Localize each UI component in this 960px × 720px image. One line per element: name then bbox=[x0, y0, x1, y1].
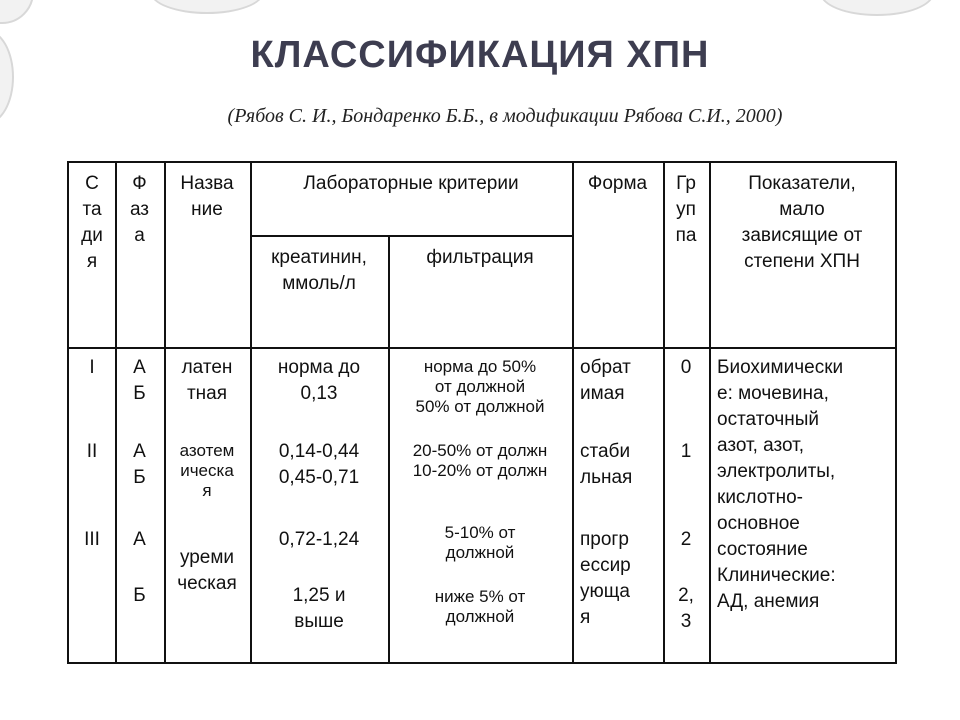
page-title: КЛАССИФИКАЦИЯ ХПН bbox=[250, 34, 710, 76]
decorative-circle bbox=[150, 0, 264, 14]
decorative-circle bbox=[0, 0, 34, 24]
phase-cell: Б bbox=[133, 585, 146, 606]
header-divider bbox=[69, 347, 895, 349]
form-cell: стаби льная bbox=[580, 441, 633, 488]
phase-cell: А Б bbox=[133, 441, 146, 488]
filtration-cell: норма до 50% от должной 50% от должной bbox=[415, 357, 545, 416]
decorative-circle bbox=[820, 0, 934, 16]
creatinine-cell: 1,25 и выше bbox=[292, 585, 346, 632]
table-divider bbox=[572, 163, 574, 662]
group-cell: 2 bbox=[680, 529, 692, 550]
header-group: Гр уп па bbox=[675, 173, 697, 246]
group-cell: 2, 3 bbox=[678, 585, 694, 632]
name-cell: уреми ческая bbox=[177, 547, 237, 594]
form-cell: прогр ессир ующа я bbox=[580, 529, 631, 628]
phase-cell: А bbox=[133, 529, 146, 550]
page-subtitle: (Рябов С. И., Бондаренко Б.Б., в модификации Рябова С.И., 2000) bbox=[227, 105, 783, 127]
stage-cell: I bbox=[89, 357, 95, 378]
name-cell: латен тная bbox=[181, 357, 233, 404]
table-divider bbox=[250, 235, 572, 237]
phase-cell: А Б bbox=[133, 357, 146, 404]
header-lab-criteria: Лабораторные критерии bbox=[303, 173, 519, 194]
header-indicators: Показатели, мало зависящие от степени ХПН bbox=[741, 173, 863, 272]
form-cell: обрат имая bbox=[580, 357, 631, 404]
header-phase: Ф аз а bbox=[129, 173, 150, 246]
stage-cell: II bbox=[86, 441, 98, 462]
creatinine-cell: норма до 0,13 bbox=[277, 357, 361, 404]
indicators-cell: Биохимически е: мочевина, остаточный азот, азот, электролиты, кислотно- основное состояние Клинические: АД, анемия bbox=[717, 357, 844, 612]
header-name: Назва ние bbox=[180, 173, 234, 220]
creatinine-cell: 0,72-1,24 bbox=[278, 529, 360, 550]
filtration-cell: 5-10% от должной bbox=[444, 523, 516, 562]
header-creatinine: креатинин, ммоль/л bbox=[271, 247, 367, 294]
header-filtration: фильтрация bbox=[426, 247, 534, 268]
filtration-cell: ниже 5% от должной bbox=[434, 587, 526, 626]
group-cell: 1 bbox=[680, 441, 692, 462]
name-cell: азотем ическа я bbox=[179, 441, 235, 500]
filtration-cell: 20-50% от должн 10-20% от должн bbox=[412, 441, 548, 480]
group-cell: 0 bbox=[680, 357, 692, 378]
classification-table bbox=[67, 161, 897, 664]
header-stage: С та ди я bbox=[81, 173, 103, 272]
creatinine-cell: 0,14-0,44 0,45-0,71 bbox=[278, 441, 360, 488]
header-form: Форма bbox=[587, 173, 648, 194]
stage-cell: III bbox=[84, 529, 100, 550]
